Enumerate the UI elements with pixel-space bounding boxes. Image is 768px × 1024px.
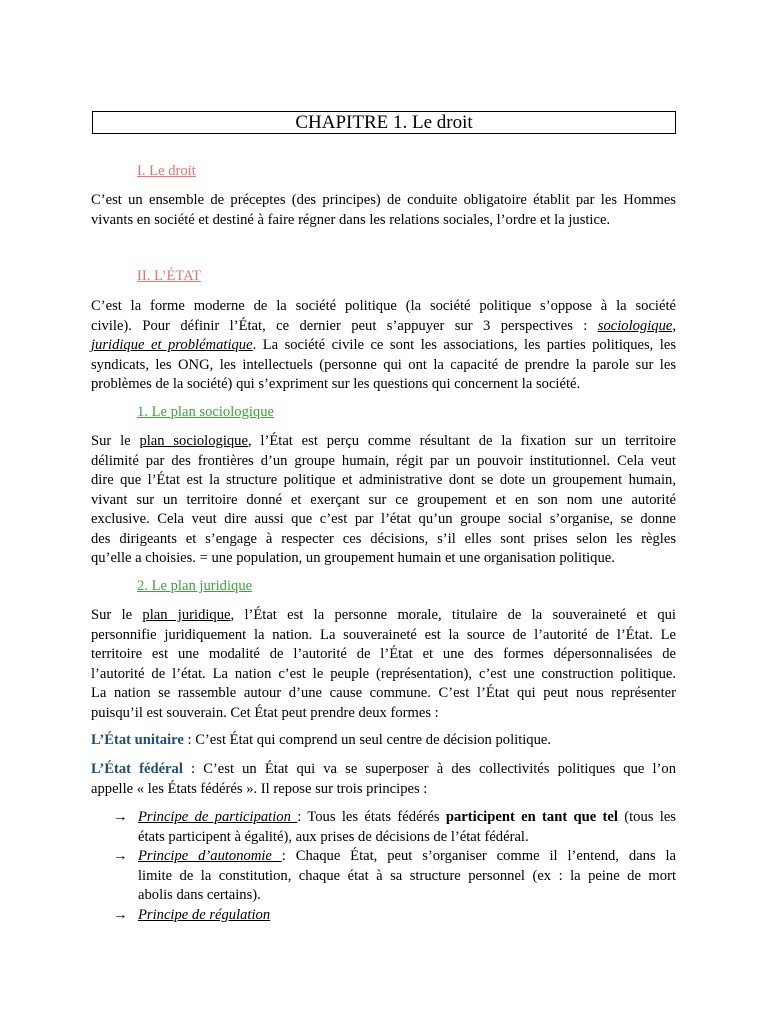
paragraph-line: vivant sur un territoire donné et exerçant sur ce groupement et en son nom une autorité — [91, 491, 676, 508]
list-item — [113, 847, 676, 906]
paragraph-line: C’est la forme moderne de la société politique (la société politique s’oppose à la société — [91, 298, 676, 314]
paragraph-line: dire que l’État est la structure politique et administrative dont se dote un groupement humain, — [91, 472, 676, 488]
paragraph-sociologique — [91, 432, 676, 569]
paragraph-line: Sur le plan juridique, l’État est la personne morale, titulaire de la souveraineté et qui — [91, 607, 676, 623]
arrow-right-icon: → — [113, 906, 128, 923]
paragraph-line: territoire est une modalité de l’autorité de l’État et une des formes dépersonnalisées de — [91, 646, 676, 662]
underlined-term: plan juridique — [142, 607, 231, 623]
paragraph-line — [138, 906, 676, 926]
paragraph-line: juridique et problématique. La société civile ce sont les associations, les parties politiques, les — [91, 337, 676, 353]
paragraph-line: personnifie juridiquement la nation. La souveraineté est la source de l’autorité de l’État. Le — [91, 626, 676, 643]
principle-name: Principe d’autonomie — [138, 848, 282, 864]
heading-plan-sociologique: 1. Le plan sociologique — [137, 404, 274, 420]
paragraph-line: l’autorité de l’état. La nation c’est le peuple (représentation), c’est une construction politique. — [91, 665, 676, 682]
paragraph-line: appelle « les États fédérés ». Il repose sur trois principes : — [91, 780, 428, 797]
term-etat-unitaire: L’État unitaire — [91, 732, 184, 748]
perspectives-emphasis: juridique et problématique — [91, 337, 253, 353]
paragraph-line: états participent à égalité), aux prises de décisions de l’état fédéral. — [138, 828, 529, 845]
bold-emphasis: participent en tant que tel — [445, 809, 618, 825]
underlined-term: plan sociologique — [139, 433, 248, 449]
paragraph-line: des dirigeants et s’engage à respecter ces décisions, s’il elles sont prises selon les règles — [91, 530, 676, 547]
paragraph-etat-federal — [91, 760, 676, 799]
paragraph-line: limite de la constitution, chaque état à sa structure personnel (ex : la peine de mort — [138, 867, 676, 884]
paragraph-line: L’État unitaire : C’est État qui comprend un seul centre de décision politique. — [91, 732, 552, 748]
paragraph-line: exclusive. Cela veut dire aussi que c’est par l’état qu’un groupe social s’organise, se donne — [91, 511, 676, 527]
paragraph-line: Sur le plan sociologique, l’État est perçu comme résultant de la fixation sur un territoire — [91, 433, 676, 449]
principles-list — [113, 808, 676, 925]
paragraph-line: vivants en société et destiné à faire régner dans les relations sociales, l’ordre et la justice. — [91, 211, 611, 228]
paragraph-line: Principe d’autonomie : Chaque État, peut s’organiser comme il l’entend, dans la — [138, 848, 676, 864]
arrow-right-icon: → — [113, 848, 128, 864]
paragraph-line: problèmes de la société) qui s’expriment sur les questions qui concernent la société. — [91, 376, 581, 392]
paragraph-line: syndicats, les ONG, les intellectuels (personne qui ont la capacité de prendre la parole sur les — [91, 356, 676, 373]
paragraph-juridique — [91, 606, 676, 723]
paragraph-etat-unitaire — [91, 731, 676, 751]
arrow-right-icon: → — [113, 809, 128, 825]
paragraph-line: abolis dans certains). — [138, 887, 261, 903]
heading-plan-juridique: 2. Le plan juridique — [137, 578, 253, 594]
list-item — [113, 808, 676, 847]
heading-etat: II. L’ÉTAT — [137, 268, 201, 284]
paragraph-line: qu’elle a choisies. = une population, un groupement humain et une organisation politique. — [91, 550, 615, 566]
perspectives-emphasis: sociologique, — [597, 317, 676, 334]
principle-name: Principe de participation — [138, 809, 298, 825]
paragraph-line: civile). Pour définir l’État, ce dernier peut s’appuyer sur 3 perspectives : sociologique, — [91, 317, 676, 334]
paragraph-line: C’est un ensemble de préceptes (des principes) de conduite obligatoire établit par les Hommes — [91, 192, 676, 208]
paragraph-droit — [91, 191, 676, 230]
paragraph-etat — [91, 297, 676, 395]
paragraph-line: La nation se rassemble autour d’une cause commune. C’est l’État qui peut nous représenter — [91, 685, 676, 701]
principle-name: Principe de régulation — [138, 906, 271, 923]
paragraph-line: Principe de participation : Tous les états fédérés participent en tant que tel (tous les — [138, 809, 676, 825]
paragraph-line: L’État fédéral : C’est un État qui va se superposer à des collectivités politiques que l’on — [91, 761, 676, 777]
list-item — [113, 906, 676, 926]
paragraph-line: délimité par des frontières d’un groupe humain, régit par un pouvoir institutionnel. Cela veut — [91, 452, 676, 469]
chapter-title: CHAPITRE 1. Le droit — [92, 111, 676, 134]
heading-droit: I. Le droit — [137, 163, 196, 179]
paragraph-line: puisqu’il est souverain. Cet État peut prendre deux formes : — [91, 704, 439, 721]
term-etat-federal: L’État fédéral — [91, 761, 183, 777]
